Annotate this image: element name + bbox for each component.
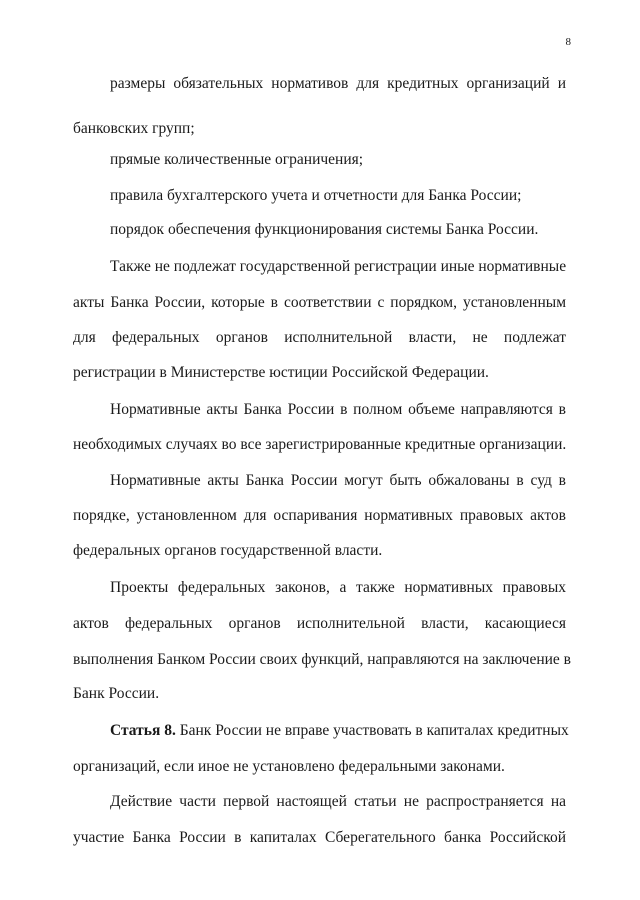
text-line: актов федеральных органов исполнительной власти, касающиеся [73,615,566,632]
text-line: федеральных органов государственной власти. [73,542,383,559]
text-line: Действие части первой настоящей статьи не распространяется на [110,793,566,810]
text-line: Нормативные акты Банка России в полном объеме направляются в [110,401,566,418]
text-line: выполнения Банком России своих функций, направляются на заключение в [73,651,571,668]
text-line: порядке, установленном для оспаривания нормативных правовых актов [73,507,566,524]
text-line: необходимых случаях во все зарегистрированные кредитные организации. [73,436,567,453]
text-line: порядок обеспечения функционирования системы Банка России. [110,221,539,238]
text-line: Нормативные акты Банка России могут быть обжалованы в суд в [110,472,566,489]
text-line: Банк России. [73,685,160,702]
text-line: банковских групп; [73,120,195,137]
text-line: участие Банка России в капиталах Сберегательного банка Российской [73,829,566,846]
article-8-line [110,721,569,741]
text-line: организаций, если иное не установлено федеральными законами. [73,758,505,775]
text-line: для федеральных органов исполнительной власти, не подлежат [73,329,566,346]
text-line: регистрации в Министерстве юстиции Российской Федерации. [73,364,489,381]
article-label: Статья 8. [110,722,176,739]
text-line: прямые количественные ограничения; [110,151,364,168]
text-line: Проекты федеральных законов, а также нормативных правовых [110,579,566,596]
article-text: Банк России не вправе участвовать в капиталах кредитных [179,722,569,739]
text-line: размеры обязательных нормативов для кредитных организаций и [110,75,566,92]
page-number: 8 [565,36,571,48]
text-line: правила бухгалтерского учета и отчетности для Банка России; [110,187,522,204]
text-line: Также не подлежат государственной регистрации иные нормативные [110,258,567,275]
text-line: акты Банка России, которые в соответствии с порядком, установленным [73,294,566,311]
